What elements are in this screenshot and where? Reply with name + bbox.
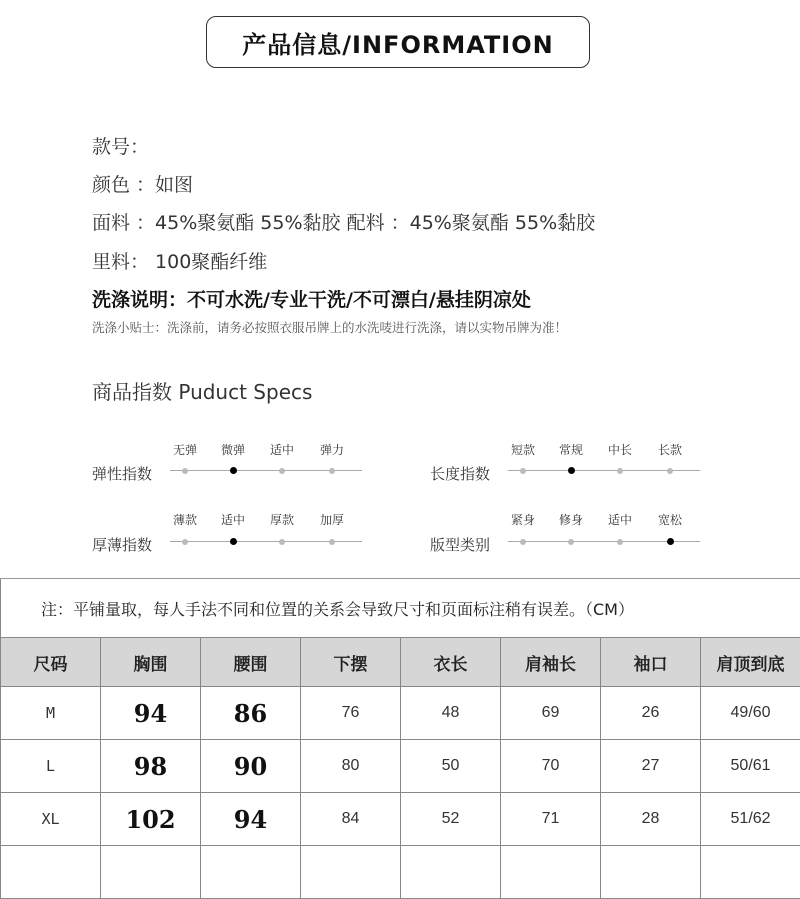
column-header: 袖口: [601, 638, 701, 687]
empty-table-row: [1, 846, 800, 899]
empty-cell: [101, 846, 201, 899]
spec-dot-selected: [667, 538, 674, 545]
spec-dot-selected: [568, 467, 575, 474]
spec-dot: [667, 468, 673, 474]
spec-option-label: 适中: [208, 511, 258, 528]
spec-dot: [617, 468, 623, 474]
measurement-cell: 49/60: [701, 687, 800, 740]
table-row: [1, 740, 800, 793]
size-cell: M: [1, 687, 101, 740]
measurement-cell: 28: [601, 793, 701, 846]
spec-dot-selected: [230, 467, 237, 474]
spec-label: 弹性指数: [92, 463, 152, 484]
column-header: 下摆: [301, 638, 401, 687]
column-header: 尺码: [1, 638, 101, 687]
style-number-line: 款号：: [92, 132, 149, 159]
spec-dot: [520, 468, 526, 474]
spec-option-label: 修身: [546, 511, 596, 528]
size-cell: XL: [1, 793, 101, 846]
measurement-cell: 50: [401, 740, 501, 793]
size-table: [0, 578, 800, 899]
spec-option-label: 薄款: [160, 511, 210, 528]
spec-option-label: 厚款: [257, 511, 307, 528]
column-header: 腰围: [201, 638, 301, 687]
spec-option-label: 适中: [595, 511, 645, 528]
spec-label: 版型类别: [430, 534, 490, 555]
measurement-cell: 94: [101, 687, 201, 740]
measurement-note: 注：平铺量取，每人手法不同和位置的关系会导致尺寸和页面标注稍有误差。（CM）: [1, 579, 800, 638]
measurement-cell: 51/62: [701, 793, 800, 846]
spec-dot: [568, 539, 574, 545]
spec-option-label: 中长: [595, 441, 645, 458]
spec-option-label: 常规: [546, 441, 596, 458]
measurement-cell: 86: [201, 687, 301, 740]
empty-cell: [201, 846, 301, 899]
measurement-cell: 102: [101, 793, 201, 846]
color-line: 颜色 ：如图: [92, 170, 193, 197]
measurement-cell: 70: [501, 740, 601, 793]
spec-dot: [329, 539, 335, 545]
measurement-cell: 90: [201, 740, 301, 793]
spec-dot: [182, 468, 188, 474]
column-header: 衣长: [401, 638, 501, 687]
measurement-cell: 50/61: [701, 740, 800, 793]
spec-option-label: 长款: [645, 441, 695, 458]
spec-dot: [279, 539, 285, 545]
column-header: 肩顶到底: [701, 638, 800, 687]
measurement-cell: 48: [401, 687, 501, 740]
measurement-cell: 71: [501, 793, 601, 846]
measurement-cell: 76: [301, 687, 401, 740]
spec-dot-selected: [230, 538, 237, 545]
table-header-row: [1, 638, 800, 687]
spec-dot: [617, 539, 623, 545]
table-row: [1, 793, 800, 846]
spec-option-label: 加厚: [307, 511, 357, 528]
spec-option-label: 适中: [257, 441, 307, 458]
specs-title: 商品指数 Puduct Specs: [92, 376, 312, 405]
empty-cell: [501, 846, 601, 899]
measurement-cell: 27: [601, 740, 701, 793]
spec-dot: [182, 539, 188, 545]
spec-option-label: 短款: [498, 441, 548, 458]
measurement-cell: 69: [501, 687, 601, 740]
measurement-cell: 52: [401, 793, 501, 846]
measurement-cell: 80: [301, 740, 401, 793]
empty-cell: [1, 846, 101, 899]
spec-label: 厚薄指数: [92, 534, 152, 555]
spec-option-label: 紧身: [498, 511, 548, 528]
empty-cell: [301, 846, 401, 899]
page-title: 产品信息/INFORMATION: [206, 16, 590, 68]
spec-option-label: 宽松: [645, 511, 695, 528]
spec-option-label: 弹力: [307, 441, 357, 458]
measurement-cell: 98: [101, 740, 201, 793]
empty-cell: [701, 846, 800, 899]
column-header: 肩袖长: [501, 638, 601, 687]
spec-option-label: 微弹: [208, 441, 258, 458]
spec-option-label: 无弹: [160, 441, 210, 458]
size-cell: L: [1, 740, 101, 793]
fabric-line: 面料 ：45%聚氨酯 55%黏胶 配料 ：45%聚氨酯 55%黏胶: [92, 208, 595, 235]
measurement-cell: 26: [601, 687, 701, 740]
wash-instructions: 洗涤说明：不可水洗/专业干洗/不可漂白/悬挂阴凉处: [92, 285, 531, 312]
spec-dot: [329, 468, 335, 474]
empty-cell: [401, 846, 501, 899]
measurement-cell: 84: [301, 793, 401, 846]
wash-tip: 洗涤小贴士：洗涤前，请务必按照衣服吊牌上的水洗唛进行洗涤，请以实物吊牌为准！: [92, 318, 567, 336]
spec-dot: [520, 539, 526, 545]
table-row: [1, 687, 800, 740]
spec-dot: [279, 468, 285, 474]
column-header: 胸围: [101, 638, 201, 687]
spec-label: 长度指数: [430, 463, 490, 484]
size-table-section: [0, 578, 800, 895]
empty-cell: [601, 846, 701, 899]
lining-line: 里料： 100聚酯纤维: [92, 247, 267, 274]
measurement-cell: 94: [201, 793, 301, 846]
